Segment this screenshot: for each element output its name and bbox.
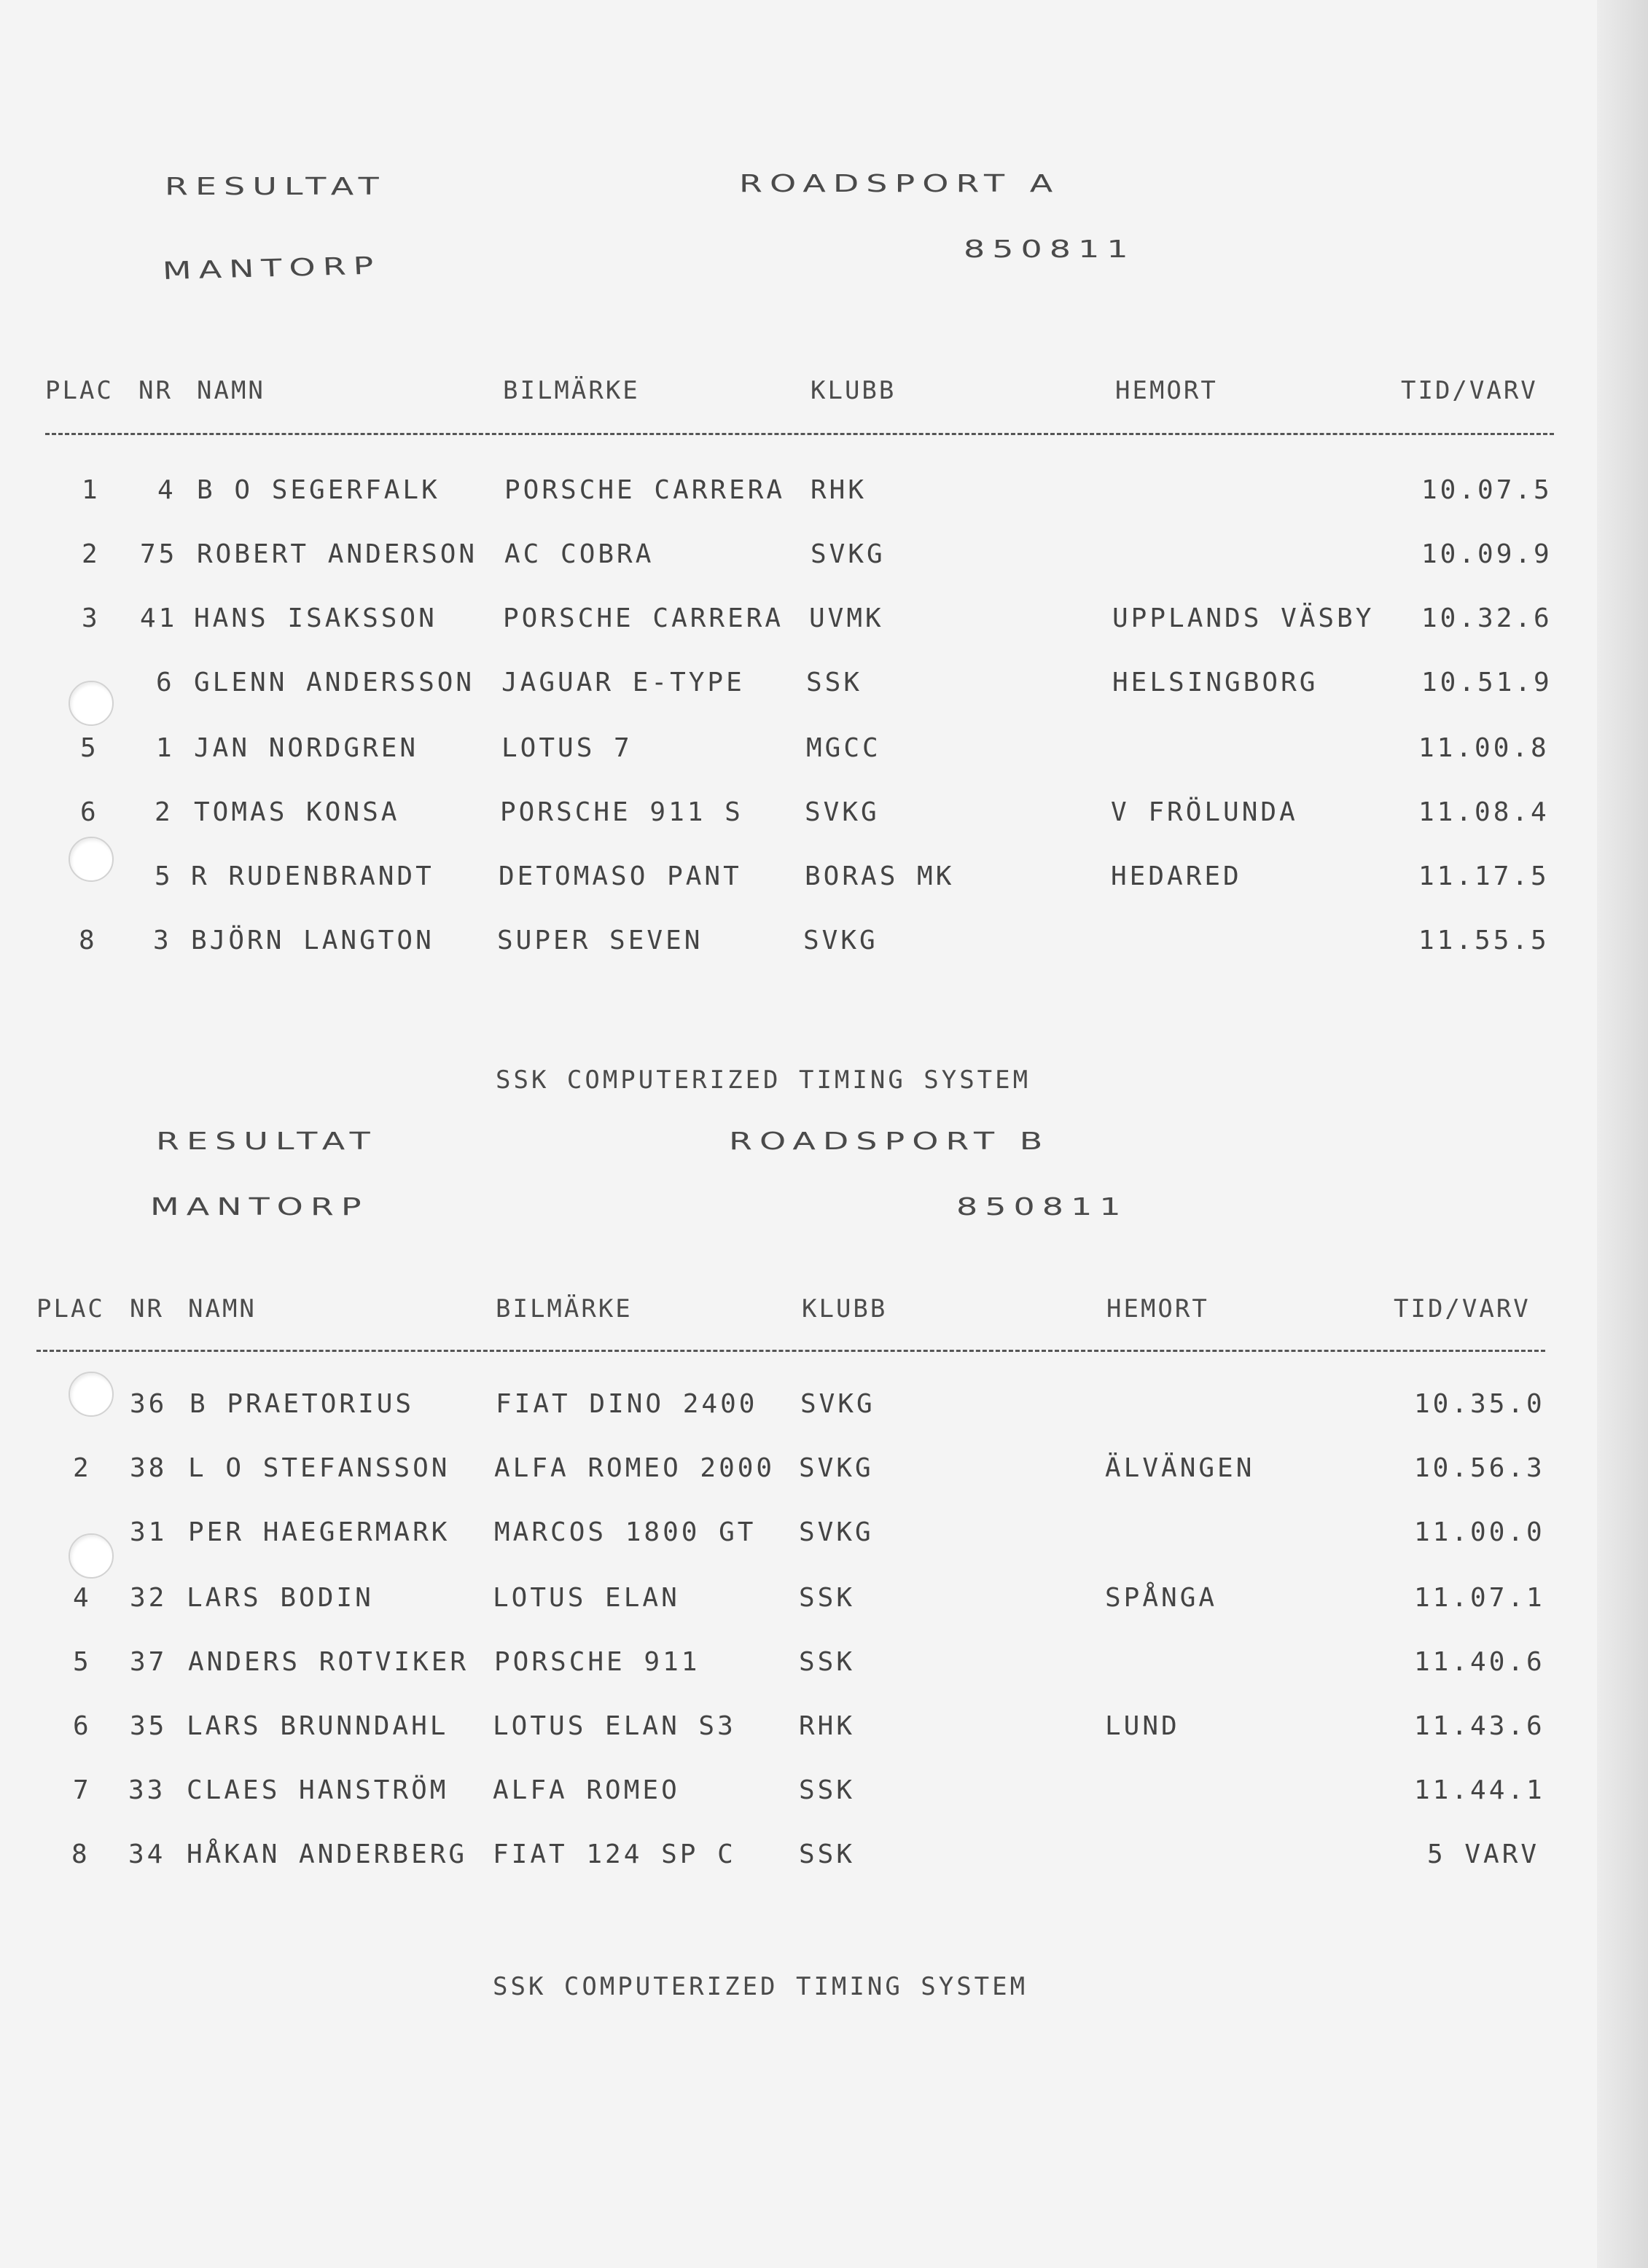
cell-namn: ROBERT ANDERSON [197,539,478,569]
cell-tid: 10.51.9 [1421,668,1553,697]
cell-klubb: MGCC [806,733,881,763]
cell-bilmarke: LOTUS 7 [501,733,633,763]
cell-namn: PER HAEGERMARK [188,1517,450,1547]
cell-bilmarke: PORSCHE 911 S [500,797,743,827]
cell-namn: LARS BODIN [187,1583,374,1613]
cell-nr: 5 [155,861,173,891]
col-plac-header: PLAC [45,376,114,405]
cell-plac: 8 [71,1839,90,1869]
cell-nr: 3 [153,926,172,955]
cell-namn: HANS ISAKSSON [194,603,437,633]
cell-bilmarke: JAGUAR E-TYPE [501,668,745,697]
cell-nr: 75 [140,539,178,569]
cell-klubb: SSK [799,1583,856,1613]
section-title-left: RESULTAT [156,1127,378,1155]
cell-bilmarke: ALFA ROMEO 2000 [494,1453,776,1483]
cell-bilmarke: PORSCHE CARRERA [504,475,786,505]
cell-hemort: V FRÖLUNDA [1111,797,1298,827]
section-venue: MANTORP [150,1192,369,1221]
punch-hole [69,1533,114,1579]
col-namn-header: NAMN [197,376,265,405]
cell-klubb: SVKG [799,1517,874,1547]
section-title-class: ROADSPORT A [739,169,1061,198]
cell-namn: L O STEFANSSON [188,1453,450,1483]
cell-hemort: LUND [1105,1711,1180,1741]
cell-klubb: SVKG [803,926,878,955]
col-bilmarke-header: BILMÄRKE [496,1294,633,1323]
cell-hemort: SPÅNGA [1105,1583,1218,1613]
cell-klubb: UVMK [809,603,884,633]
cell-klubb: SSK [799,1647,856,1677]
col-nr-header: NR [130,1294,164,1323]
cell-klubb: SVKG [811,539,886,569]
punch-hole [69,1372,114,1417]
cell-klubb: SVKG [800,1389,875,1419]
cell-bilmarke: SUPER SEVEN [497,926,703,955]
cell-klubb: SVKG [799,1453,874,1483]
cell-bilmarke: MARCOS 1800 GT [494,1517,757,1547]
cell-bilmarke: FIAT DINO 2400 [496,1389,758,1419]
cell-plac: 1 [82,475,101,505]
cell-namn: LARS BRUNNDAHL [187,1711,449,1741]
cell-namn: TOMAS KONSA [194,797,400,827]
col-tid-header: TID/VARV [1401,376,1538,405]
section-date: 850811 [964,235,1136,263]
cell-hemort: ÄLVÄNGEN [1105,1453,1255,1483]
cell-plac: 5 [80,733,99,763]
cell-tid: 10.35.0 [1414,1389,1545,1419]
cell-plac: 4 [73,1583,92,1613]
cell-klubb: SSK [799,1839,856,1869]
col-plac-header: PLAC [36,1294,105,1323]
cell-plac: 3 [82,603,101,633]
cell-tid: 11.55.5 [1418,926,1550,955]
cell-tid: 11.08.4 [1418,797,1550,827]
cell-bilmarke: ALFA ROMEO [493,1775,680,1805]
cell-namn: HÅKAN ANDERBERG [187,1839,468,1869]
cell-hemort: UPPLANDS VÄSBY [1112,603,1375,633]
cell-nr: 37 [130,1647,168,1677]
cell-namn: GLENN ANDERSSON [194,668,475,697]
cell-bilmarke: FIAT 124 SP C [493,1839,736,1869]
cell-tid: 10.07.5 [1421,475,1553,505]
cell-plac: 2 [82,539,101,569]
col-tid-header: TID/VARV [1394,1294,1531,1323]
cell-tid: 10.56.3 [1414,1453,1545,1483]
cell-plac: 5 [73,1647,92,1677]
cell-namn: ANDERS ROTVIKER [188,1647,469,1677]
cell-klubb: RHK [811,475,867,505]
cell-tid: 11.44.1 [1414,1775,1545,1805]
cell-tid: 11.07.1 [1414,1583,1545,1613]
cell-namn: JAN NORDGREN [194,733,419,763]
cell-klubb: RHK [799,1711,856,1741]
cell-plac: 7 [73,1775,92,1805]
cell-plac: 8 [79,926,98,955]
col-hemort-header: HEMORT [1106,1294,1209,1323]
cell-tid: 10.32.6 [1421,603,1553,633]
cell-namn: CLAES HANSTRÖM [187,1775,449,1805]
cell-bilmarke: DETOMASO PANT [499,861,742,891]
cell-plac: 6 [73,1711,92,1741]
cell-tid: 11.00.8 [1418,733,1550,763]
punch-hole [69,837,114,882]
col-klubb-header: KLUBB [802,1294,888,1323]
section-title-class: ROADSPORT B [729,1127,1050,1155]
section-venue: MANTORP [162,251,382,285]
cell-namn: B O SEGERFALK [197,475,440,505]
cell-nr: 33 [128,1775,166,1805]
cell-bilmarke: PORSCHE 911 [494,1647,700,1677]
cell-nr: 34 [128,1839,166,1869]
cell-nr: 2 [155,797,173,827]
cell-klubb: SSK [799,1775,856,1805]
page-edge-shadow [1597,0,1648,2268]
cell-bilmarke: LOTUS ELAN [493,1583,680,1613]
cell-klubb: SVKG [805,797,880,827]
cell-nr: 38 [130,1453,168,1483]
cell-nr: 6 [156,668,175,697]
cell-tid: 11.00.0 [1414,1517,1545,1547]
header-divider [36,1350,1545,1352]
section-date: 850811 [956,1192,1128,1221]
cell-hemort: HELSINGBORG [1112,668,1319,697]
header-divider [45,433,1554,435]
cell-tid: 10.09.9 [1421,539,1553,569]
col-nr-header: NR [138,376,173,405]
cell-namn: B PRAETORIUS [190,1389,415,1419]
col-namn-header: NAMN [188,1294,257,1323]
cell-plac: 2 [73,1453,92,1483]
cell-nr: 36 [130,1389,168,1419]
cell-klubb: SSK [806,668,863,697]
col-bilmarke-header: BILMÄRKE [503,376,640,405]
col-hemort-header: HEMORT [1115,376,1218,405]
cell-tid: 5 VARV [1427,1839,1540,1869]
cell-bilmarke: LOTUS ELAN S3 [493,1711,736,1741]
cell-tid: 11.17.5 [1418,861,1550,891]
cell-nr: 35 [130,1711,168,1741]
cell-namn: BJÖRN LANGTON [191,926,434,955]
punch-hole [69,681,114,726]
cell-nr: 31 [130,1517,168,1547]
timing-system-footer: SSK COMPUTERIZED TIMING SYSTEM [496,1065,1031,1095]
col-klubb-header: KLUBB [811,376,897,405]
cell-tid: 11.40.6 [1414,1647,1545,1677]
cell-hemort: HEDARED [1111,861,1242,891]
cell-plac: 6 [80,797,99,827]
cell-nr: 4 [157,475,176,505]
timing-system-footer: SSK COMPUTERIZED TIMING SYSTEM [493,1972,1028,2001]
cell-namn: R RUDENBRANDT [191,861,434,891]
cell-tid: 11.43.6 [1414,1711,1545,1741]
section-title-left: RESULTAT [165,172,386,200]
cell-nr: 41 [140,603,178,633]
cell-bilmarke: PORSCHE CARRERA [503,603,784,633]
cell-klubb: BORAS MK [805,861,955,891]
cell-bilmarke: AC COBRA [504,539,655,569]
cell-nr: 32 [130,1583,168,1613]
cell-nr: 1 [156,733,175,763]
